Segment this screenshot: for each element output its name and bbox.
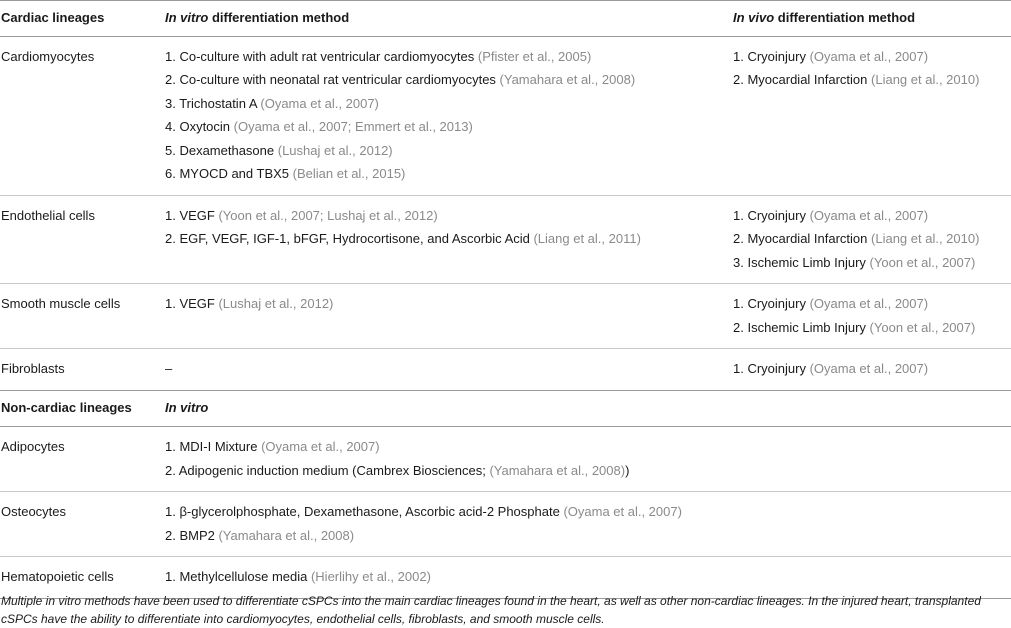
lineage-cell: Osteocytes — [1, 504, 67, 519]
table-row — [0, 427, 1011, 492]
in-vivo-cell — [733, 492, 1011, 557]
in-vitro-cell — [165, 427, 733, 492]
citation-link[interactable]: (Belian et al., 2015) — [292, 166, 406, 181]
method-item — [165, 227, 733, 251]
header-cardiac-lineages: Cardiac lineages — [1, 10, 105, 25]
header-noncardiac-in-vitro — [165, 390, 733, 427]
method-item — [165, 92, 733, 116]
in-vitro-cell — [165, 492, 733, 557]
method-text: 2. Adipogenic induction medium (Cambrex Biosciences; — [165, 462, 490, 478]
citation-link[interactable]: (Yoon et al., 2007) — [869, 319, 976, 335]
header-in-vivo-italic: In vivo — [733, 10, 775, 25]
citation-link[interactable]: (Oyama et al., 2007) — [563, 504, 682, 519]
method-text: 1. Cryoinjury — [733, 361, 810, 376]
method-text: 3. Ischemic Limb Injury — [733, 254, 870, 270]
method-item — [165, 115, 733, 139]
in-vivo-cell — [733, 195, 1011, 284]
citation-link[interactable]: (Oyama et al., 2007; Emmert et al., 2013) — [233, 119, 473, 134]
citation-link[interactable]: (Liang et al., 2011) — [533, 231, 641, 246]
lineage-cell: Cardiomyocytes — [1, 48, 95, 64]
lineage-cell: Fibroblasts — [1, 361, 65, 376]
method-text: 2. Myocardial Infarction — [733, 231, 872, 246]
citation-link[interactable]: (Yamahara et al., 2008) — [218, 527, 355, 543]
method-text: 1. MDI-I Mixture — [165, 439, 262, 454]
method-item — [165, 292, 733, 316]
citation-link[interactable]: (Oyama et al., 2007) — [260, 95, 379, 111]
method-item — [733, 68, 1011, 92]
method-text: 1. Cryoinjury — [733, 296, 810, 311]
citation-link[interactable]: (Yamahara et al., 2008) — [499, 72, 636, 87]
method-item — [165, 435, 733, 459]
header-in-vitro-method — [165, 1, 733, 37]
method-item — [165, 68, 733, 92]
citation-link[interactable]: (Yoon et al., 2007; Lushaj et al., 2012) — [218, 207, 438, 223]
method-item — [165, 565, 733, 589]
table-row — [0, 195, 1011, 284]
citation-link[interactable]: (Yoon et al., 2007) — [869, 254, 976, 270]
in-vivo-cell — [733, 427, 1011, 492]
method-text: 2. EGF, VEGF, IGF-1, bFGF, Hydrocortisone, and Ascorbic Acid — [165, 231, 534, 246]
in-vitro-cell — [165, 36, 733, 195]
method-text-tail: ) — [625, 462, 630, 478]
method-text: 1. β-glycerolphosphate, Dexamethasone, Ascorbic acid-2 Phosphate — [165, 504, 564, 519]
method-item — [165, 204, 733, 228]
noncardiac-section-header — [0, 390, 1011, 427]
citation-link[interactable]: (Lushaj et al., 2012) — [277, 142, 393, 158]
in-vitro-cell — [165, 349, 733, 391]
noncardiac-header-row — [0, 390, 1011, 427]
citation-link[interactable]: (Hierlihy et al., 2002) — [310, 569, 431, 584]
method-text: 1. Cryoinjury — [733, 48, 810, 64]
in-vitro-cell — [165, 284, 733, 349]
citation-link[interactable]: (Liang et al., 2010) — [871, 231, 980, 246]
header-in-vitro-italic: In vitro — [165, 10, 209, 25]
method-item — [165, 45, 733, 69]
citation-link[interactable]: (Liang et al., 2010) — [871, 72, 980, 87]
method-text: 1. VEGF — [165, 207, 219, 223]
cardiac-lineages-body — [0, 36, 1011, 390]
method-item — [165, 162, 733, 186]
citation-link[interactable]: (Oyama et al., 2007) — [261, 439, 380, 454]
lineage-cell: Smooth muscle cells — [1, 296, 121, 311]
method-text: – — [165, 361, 173, 376]
citation-link[interactable]: (Oyama et al., 2007) — [809, 48, 929, 64]
table-row — [0, 36, 1011, 195]
method-item — [733, 204, 1011, 228]
in-vivo-cell — [733, 36, 1011, 195]
method-text: 4. Oxytocin — [165, 119, 234, 134]
table-row — [0, 492, 1011, 557]
method-item — [165, 459, 733, 483]
method-item — [733, 316, 1011, 340]
header-noncardiac-in-vitro-italic: In vitro — [165, 399, 209, 415]
table-row — [0, 349, 1011, 391]
noncardiac-lineages-body — [0, 427, 1011, 599]
method-text: 5. Dexamethasone — [165, 142, 278, 158]
method-item — [733, 357, 1011, 381]
in-vivo-cell — [733, 349, 1011, 391]
citation-link[interactable]: (Pfister et al., 2005) — [477, 48, 592, 64]
citation-link[interactable]: (Oyama et al., 2007) — [809, 296, 929, 311]
header-noncardiac-lineages: Non-cardiac lineages — [1, 399, 132, 415]
header-in-vivo-method — [733, 1, 1011, 37]
header-in-vitro-rest: differentiation method — [208, 10, 350, 25]
method-item — [165, 500, 733, 524]
method-text: 1. Methylcellulose media — [165, 569, 311, 584]
table-footnote: Multiple in vitro methods have been used to differentiate cSPCs into the main cardiac lineages found in the heart, as well as other non-cardiac lineages. In the injured heart, transplanted cSPCs have the ability to differentiate into cardiomyocytes, endothelial cells, fibroblasts, and smooth muscle cells. — [1, 594, 981, 626]
citation-link[interactable]: (Lushaj et al., 2012) — [218, 296, 334, 311]
in-vivo-cell — [733, 284, 1011, 349]
method-text: 2. Myocardial Infarction — [733, 72, 872, 87]
method-text: 2. Co-culture with neonatal rat ventricular cardiomyocytes — [165, 72, 500, 87]
method-item — [733, 292, 1011, 316]
method-text: 6. MYOCD and TBX5 — [165, 166, 293, 181]
method-text: 1. VEGF — [165, 296, 219, 311]
in-vitro-cell — [165, 195, 733, 284]
table-header-row — [0, 1, 1011, 37]
table-row — [0, 284, 1011, 349]
lineage-cell: Endothelial cells — [1, 207, 95, 223]
method-item — [733, 45, 1011, 69]
method-item — [165, 524, 733, 548]
method-text: 3. Trichostatin A — [165, 95, 261, 111]
citation-link[interactable]: (Oyama et al., 2007) — [809, 207, 929, 223]
method-text: 2. Ischemic Limb Injury — [733, 319, 870, 335]
method-text: 1. Co-culture with adult rat ventricular cardiomyocytes — [165, 48, 478, 64]
method-item — [733, 227, 1011, 251]
method-text: 2. BMP2 — [165, 527, 219, 543]
header-in-vivo-rest: differentiation method — [774, 10, 916, 25]
method-item — [165, 139, 733, 163]
citation-link[interactable]: (Yamahara et al., 2008) — [489, 462, 626, 478]
method-item — [165, 357, 733, 381]
lineage-cell: Adipocytes — [1, 439, 65, 454]
method-text: 1. Cryoinjury — [733, 207, 810, 223]
method-item — [733, 251, 1011, 275]
header-noncardiac-empty — [733, 390, 1011, 427]
citation-link[interactable]: (Oyama et al., 2007) — [809, 361, 929, 376]
lineage-cell: Hematopoietic cells — [1, 569, 114, 584]
